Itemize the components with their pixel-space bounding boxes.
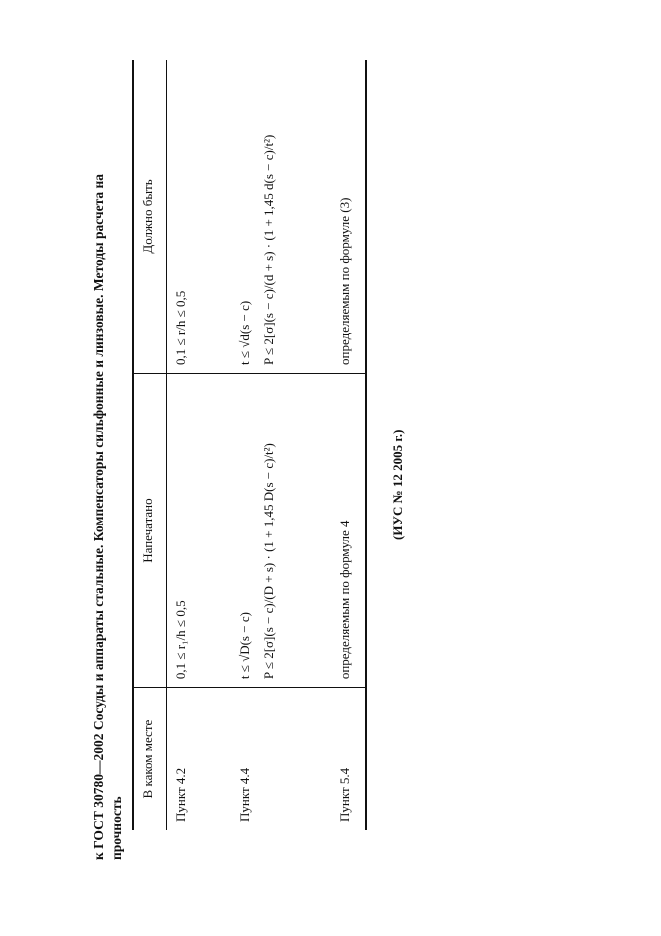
formula-printed-thickness: t ≤ √D(s − c): [237, 612, 252, 680]
document-heading: [90, 70, 126, 860]
heading-line-2: прочность: [109, 796, 124, 860]
row-printed: [231, 373, 331, 687]
header-place: В каком месте: [133, 688, 167, 830]
row-place: Пункт 5.4: [331, 688, 366, 830]
row-printed: [167, 373, 232, 687]
table-header-row: [133, 60, 167, 830]
row-printed: определяемым по формуле 4: [331, 373, 366, 687]
formula-printed-pressure: P ≤ 2[σ](s − c)/(D + s) · (1 + 1,45 D(s − c)/t²): [261, 443, 276, 680]
corrections-table-wrap: [132, 60, 367, 830]
row-place: Пункт 4.4: [231, 688, 331, 830]
rotated-document: [90, 60, 570, 860]
formula-printed-4-2: 0,1 ≤ r₁/h ≤ 0,5: [173, 600, 188, 680]
row-should: определяемым по формуле (3): [331, 60, 366, 373]
row-should: [167, 60, 232, 373]
formula-should-4-2: 0,1 ≤ r/h ≤ 0,5: [173, 290, 188, 365]
formula-should-pressure: P ≤ 2[σ](s − c)/(d + s) · (1 + 1,45 d(s − c)/t²): [261, 134, 276, 365]
row-place: Пункт 4.2: [167, 688, 232, 830]
header-should: Должно быть: [133, 60, 167, 373]
corrections-table: [132, 60, 367, 830]
table-row: [167, 60, 232, 830]
ius-note: (ИУС № 12 2005 г.): [390, 429, 405, 540]
row-should: [231, 60, 331, 373]
formula-should-thickness: t ≤ √d(s − c): [237, 300, 252, 365]
heading-line-1: к ГОСТ 30780—2002 Сосуды и аппараты стальные. Компенсаторы сильфонные и линзовые. Методы расчета на: [91, 173, 106, 860]
header-printed: Напечатано: [133, 373, 167, 687]
table-row: [331, 60, 366, 830]
table-row: [231, 60, 331, 830]
